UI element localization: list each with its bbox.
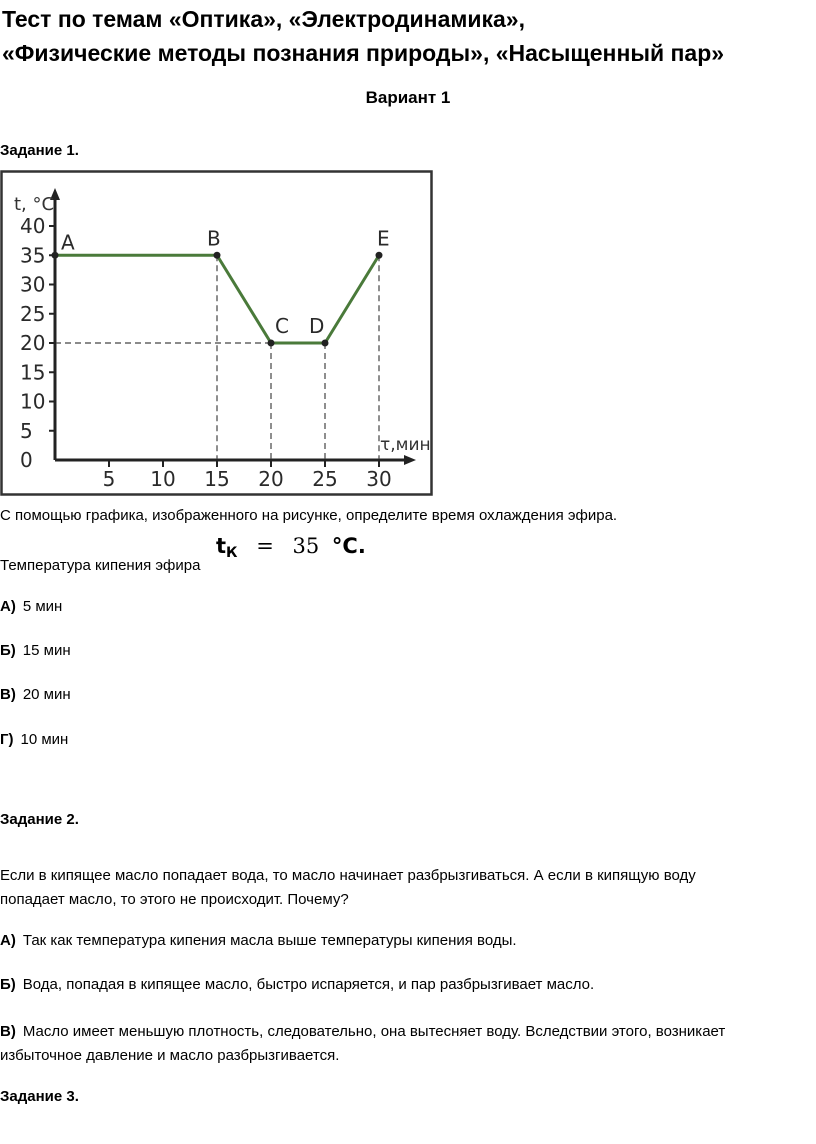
formula-symbol: t: [216, 534, 227, 558]
y-tick-label: 30: [20, 272, 46, 297]
y-tick-label: 25: [20, 301, 46, 326]
formula-equals: =: [256, 534, 274, 558]
task1-given-label: Температура кипения эфира: [0, 557, 201, 574]
formula-subscript: К: [226, 545, 238, 561]
x-tick-label: 15: [204, 467, 230, 491]
x-tick-label: 5: [102, 467, 116, 491]
y-tick-label: 40: [20, 214, 46, 238]
task1-heading: Задание 1.: [0, 142, 79, 159]
task1-option-b[interactable]: Б) 15 мин: [0, 642, 71, 659]
task1-option-c[interactable]: В) 20 мин: [0, 686, 71, 703]
variant-heading: Вариант 1: [365, 88, 451, 107]
point-label-b: B: [207, 226, 221, 251]
boiling-point-formula: [216, 534, 366, 561]
task2-question-line-1: Если в кипящее масло попадает вода, то масло начинает разбрызгиваться. А если в кипящую воду: [0, 867, 696, 884]
task2-question-line-2: попадает масло, то этого не происходит. Почему?: [0, 891, 349, 908]
point-e: [376, 252, 383, 259]
x-tick-label: 20: [258, 467, 284, 491]
point-label-a: A: [61, 230, 75, 255]
point-label-d: D: [309, 314, 325, 338]
point-label-c: C: [275, 314, 289, 338]
x-tick-label: 25: [312, 467, 338, 491]
title-line-1: Тест по темам «Оптика», «Электродинамика»,: [2, 6, 525, 32]
x-tick-label: 10: [150, 467, 176, 491]
point-b: [214, 252, 221, 259]
y-tick-label: 15: [20, 360, 46, 385]
x-tick-label: 30: [366, 467, 392, 491]
y-tick-label: 20: [20, 331, 46, 355]
title-line-2: «Физические методы познания природы», «Насыщенный пар»: [2, 40, 725, 66]
point-label-e: E: [377, 226, 390, 251]
task1-option-a[interactable]: А) 5 мин: [0, 598, 63, 615]
point-d: [322, 340, 329, 347]
task2-heading: Задание 2.: [0, 811, 79, 828]
y-tick-label: 35: [20, 243, 46, 268]
document-title: [2, 2, 802, 70]
formula-unit: °C.: [331, 534, 366, 558]
point-c: [268, 340, 275, 347]
y-axis-label: t, °C: [14, 194, 55, 215]
x-axis-label: τ,мин: [380, 435, 431, 455]
task2-option-b[interactable]: Б) Вода, попадая в кипящее масло, быстро испаряется, и пар разбрызгивает масло.: [0, 976, 595, 993]
y-tick-label: 5: [20, 418, 33, 443]
task1-option-d[interactable]: Г) 10 мин: [0, 731, 69, 748]
cooling-chart: [0, 170, 434, 496]
task1-question: С помощью графика, изображенного на рисунке, определите время охлаждения эфира.: [0, 507, 618, 524]
task3-heading: Задание 3.: [0, 1088, 79, 1105]
task2-option-a[interactable]: А) Так как температура кипения масла выше температуры кипения воды.: [0, 932, 517, 949]
point-a: [52, 252, 59, 259]
y-tick-label: 10: [20, 389, 46, 414]
formula-value: 35: [292, 534, 320, 558]
y-tick-label: 0: [20, 448, 33, 472]
task2-option-c[interactable]: В) Масло имеет меньшую плотность, следовательно, она вытесняет воду. Вследствии этого, возникает избыточное давление и масло разбрызгивается.: [0, 1023, 726, 1064]
